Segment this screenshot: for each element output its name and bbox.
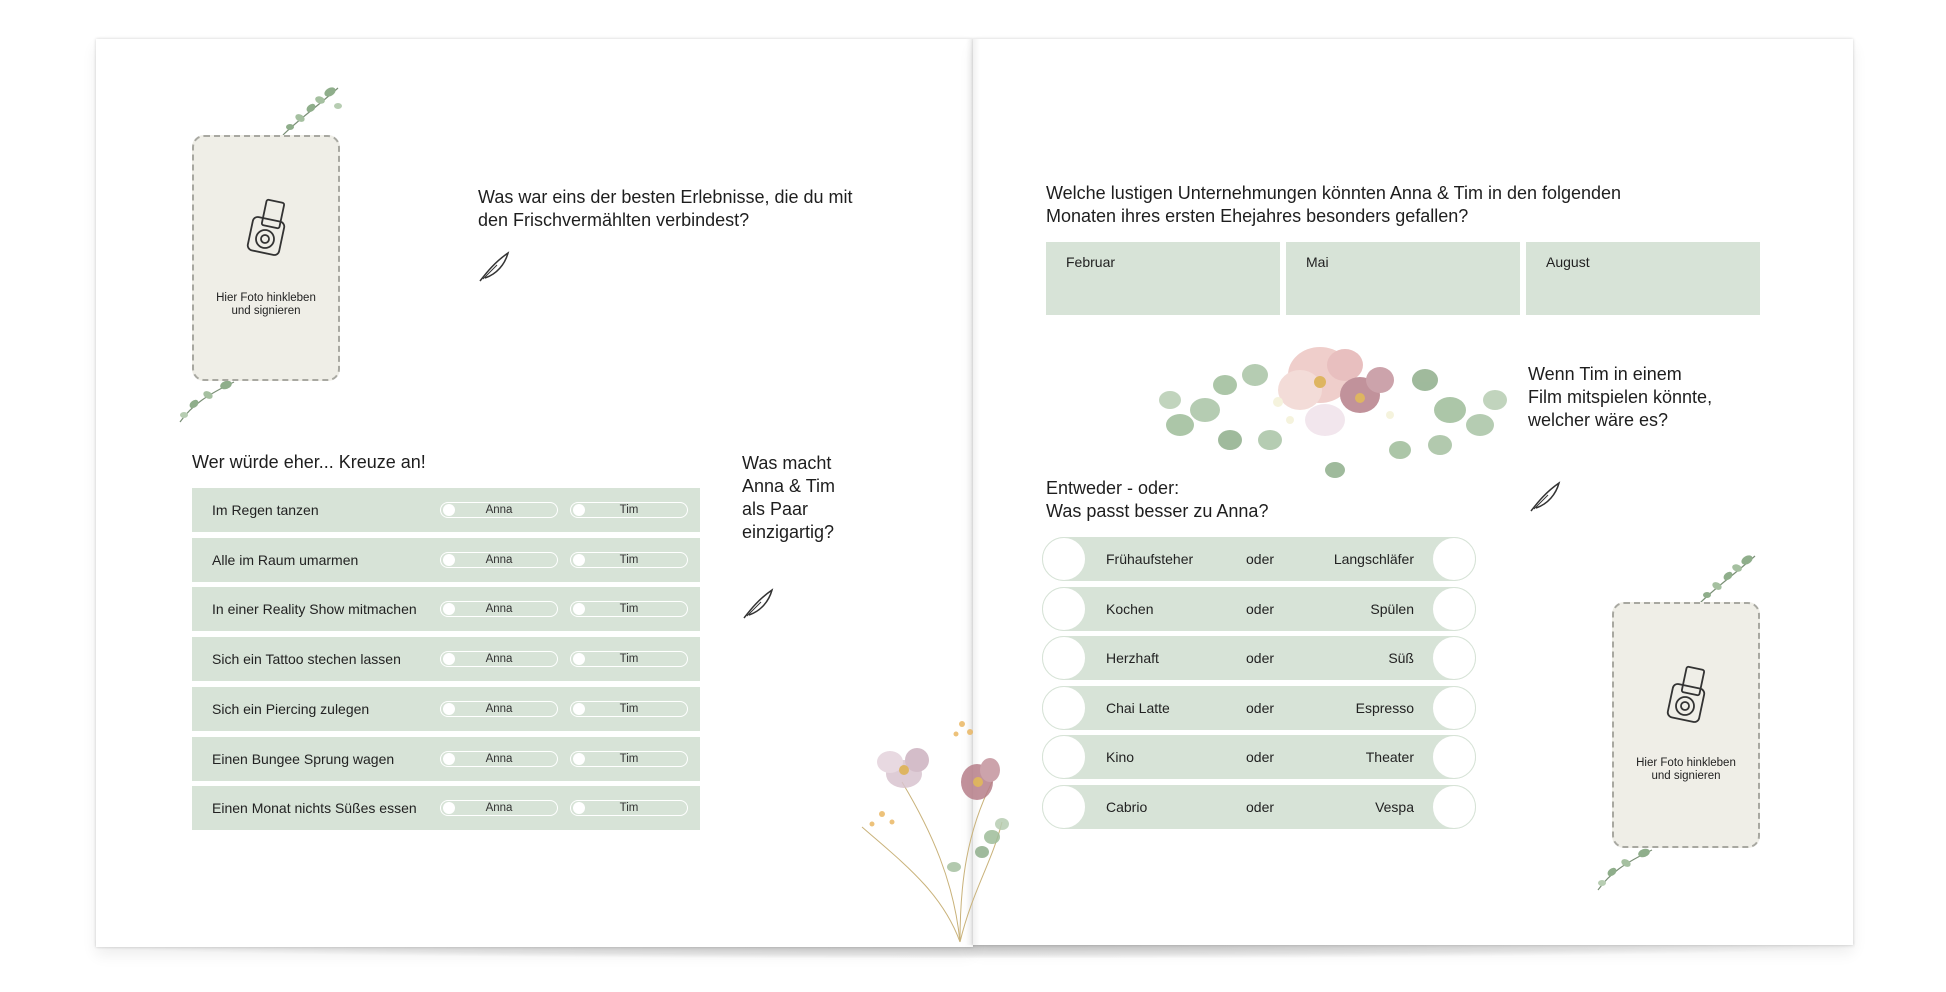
oder-label: oder: [1246, 700, 1275, 716]
choice-right-label: Espresso: [1355, 700, 1414, 716]
option-anna-label: Anna: [485, 653, 513, 665]
option-tim-label: Tim: [619, 504, 639, 516]
option-tim-label: Tim: [619, 653, 639, 665]
option-anna-checkbox[interactable]: [440, 701, 558, 717]
choice-left-label: Kino: [1106, 749, 1135, 765]
either-or-row: [1042, 537, 1476, 581]
choice-right-label: Süß: [1388, 650, 1414, 666]
option-tim-checkbox[interactable]: [570, 502, 688, 518]
flower-decoration: [1150, 330, 1520, 485]
choice-left-circle[interactable]: [1042, 686, 1086, 730]
choice-left-circle[interactable]: [1042, 587, 1086, 631]
who-would-row: [192, 488, 700, 532]
option-tim-label: Tim: [619, 554, 639, 566]
option-tim-checkbox[interactable]: [570, 552, 688, 568]
either-or-row: [1042, 636, 1476, 680]
choice-right-circle[interactable]: [1432, 785, 1476, 829]
choice-left-label: Kochen: [1106, 601, 1154, 617]
photo-caption-line-1: Hier Foto hinkleben: [1636, 757, 1736, 769]
photo-frame: [192, 135, 340, 381]
either-or-title: Entweder - oder: Was passt besser zu Anna?: [1046, 478, 1269, 521]
option-anna-label: Anna: [485, 603, 513, 615]
who-would-row: [192, 538, 700, 582]
choice-right-circle[interactable]: [1432, 587, 1476, 631]
choice-right-circle[interactable]: [1432, 636, 1476, 680]
oder-label: oder: [1246, 551, 1275, 567]
option-anna-checkbox[interactable]: [440, 552, 558, 568]
who-would-row: [192, 637, 700, 681]
choice-left-label: Cabrio: [1106, 799, 1148, 815]
flower-decoration: [842, 712, 1012, 944]
option-tim-label: Tim: [619, 703, 639, 715]
choice-right-circle[interactable]: [1432, 686, 1476, 730]
who-would-row-label: Alle im Raum umarmen: [212, 552, 359, 568]
camera-icon: [1664, 664, 1710, 730]
feather-icon: [741, 587, 775, 621]
who-would-row-label: Im Regen tanzen: [212, 502, 319, 518]
photo-caption-line-2: und signieren: [231, 305, 301, 317]
option-tim-label: Tim: [619, 753, 639, 765]
option-anna-label: Anna: [485, 504, 513, 516]
who-would-row-label: In einer Reality Show mitmachen: [212, 601, 417, 617]
either-or-row: [1042, 735, 1476, 779]
option-tim-checkbox[interactable]: [570, 751, 688, 767]
who-would-row-label: Einen Bungee Sprung wagen: [212, 751, 395, 767]
option-anna-label: Anna: [485, 554, 513, 566]
choice-left-circle[interactable]: [1042, 636, 1086, 680]
option-anna-label: Anna: [485, 753, 513, 765]
choice-left-circle[interactable]: [1042, 735, 1086, 779]
oder-label: oder: [1246, 799, 1275, 815]
question-unique: Was macht Anna & Tim als Paar einzigartig?: [742, 453, 836, 542]
choice-right-label: Spülen: [1370, 601, 1414, 617]
option-anna-checkbox[interactable]: [440, 651, 558, 667]
either-or-row: [1042, 587, 1476, 631]
choice-right-circle[interactable]: [1432, 735, 1476, 779]
option-anna-label: Anna: [485, 802, 513, 814]
option-tim-checkbox[interactable]: [570, 701, 688, 717]
option-anna-checkbox[interactable]: [440, 601, 558, 617]
photo-caption-line-1: Hier Foto hinkleben: [216, 292, 316, 304]
feather-icon: [1528, 480, 1562, 514]
option-tim-checkbox[interactable]: [570, 601, 688, 617]
choice-left-circle[interactable]: [1042, 537, 1086, 581]
option-anna-label: Anna: [485, 703, 513, 715]
oder-label: oder: [1246, 650, 1275, 666]
who-would-row: [192, 737, 700, 781]
oder-label: oder: [1246, 749, 1275, 765]
choice-left-label: Frühaufsteher: [1106, 551, 1194, 567]
option-tim-label: Tim: [619, 802, 639, 814]
question-film: Wenn Tim in einem Film mitspielen könnte, welcher wäre es?: [1528, 364, 1713, 430]
who-would-title: Wer würde eher... Kreuze an!: [192, 452, 426, 472]
question-best-experience: Was war eins der besten Erlebnisse, die du mit den Frischvermählten verbindest?: [478, 187, 853, 230]
either-or-row: [1042, 785, 1476, 829]
choice-right-circle[interactable]: [1432, 537, 1476, 581]
choice-right-label: Theater: [1365, 749, 1414, 765]
who-would-row: [192, 687, 700, 731]
who-would-row: [192, 587, 700, 631]
leaf-sprig-decoration: [278, 80, 348, 140]
choice-left-circle[interactable]: [1042, 785, 1086, 829]
either-or-row: [1042, 686, 1476, 730]
leaf-sprig-decoration: [1695, 548, 1765, 608]
option-anna-checkbox[interactable]: [440, 502, 558, 518]
question-activities: Welche lustigen Unternehmungen könnten Anna & Tim in den folgenden Monaten ihres ersten Ehejahres besonders gefallen?: [1046, 183, 1622, 226]
option-tim-checkbox[interactable]: [570, 800, 688, 816]
month-box-february[interactable]: Februar: [1046, 242, 1280, 315]
who-would-row-label: Einen Monat nichts Süßes essen: [212, 800, 417, 816]
option-anna-checkbox[interactable]: [440, 751, 558, 767]
oder-label: oder: [1246, 601, 1275, 617]
choice-right-label: Vespa: [1375, 799, 1414, 815]
camera-icon: [244, 197, 290, 263]
feather-icon: [477, 250, 511, 284]
choice-left-label: Herzhaft: [1106, 650, 1159, 666]
photo-caption-line-2: und signieren: [1651, 770, 1721, 782]
option-anna-checkbox[interactable]: [440, 800, 558, 816]
month-box-august[interactable]: August: [1526, 242, 1760, 315]
photo-frame: [1612, 602, 1760, 848]
who-would-row: [192, 786, 700, 830]
option-tim-checkbox[interactable]: [570, 651, 688, 667]
month-box-may[interactable]: Mai: [1286, 242, 1520, 315]
who-would-row-label: Sich ein Piercing zulegen: [212, 701, 370, 717]
choice-right-label: Langschläfer: [1333, 551, 1414, 567]
choice-left-label: Chai Latte: [1106, 700, 1170, 716]
option-tim-label: Tim: [619, 603, 639, 615]
who-would-row-label: Sich ein Tattoo stechen lassen: [212, 651, 401, 667]
